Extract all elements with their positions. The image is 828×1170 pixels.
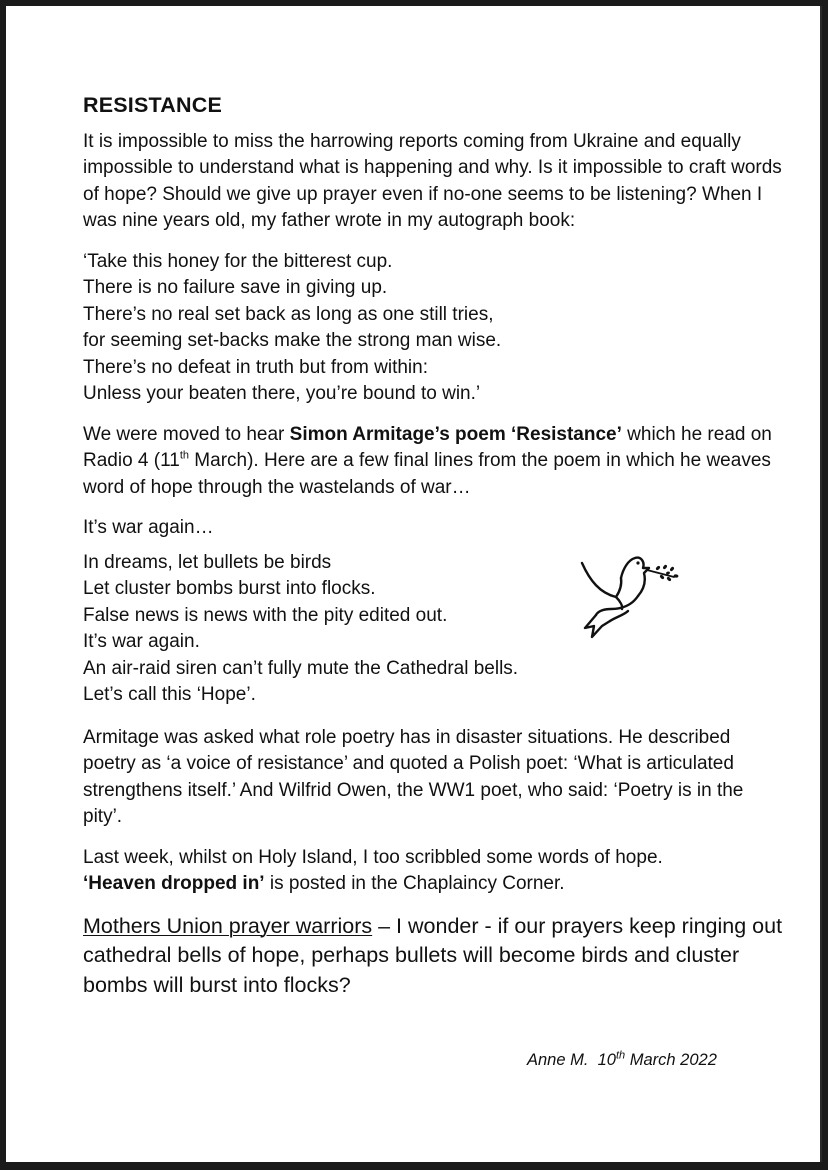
- excerpt-line: False news is news with the pity edited out.: [83, 604, 448, 626]
- date-superscript: th: [179, 449, 190, 462]
- poem-line: ‘Take this honey for the bitterest cup.: [83, 250, 393, 272]
- poem-title-bold: Simon Armitage’s poem ‘Resistance’: [289, 423, 622, 445]
- holy-island-text: Last week, whilst on Holy Island, I too scribbled some words of hope.: [83, 846, 663, 868]
- heaven-dropped-in-title: ‘Heaven dropped in’: [83, 873, 265, 894]
- document-body: [83, 92, 783, 1000]
- poem-line: There’s no real set back as long as one still tries,: [83, 303, 494, 325]
- intro-paragraph: It is impossible to miss the harrowing reports coming from Ukraine and equally impossible to understand what is happening and why. Is it impossible to craft words of hope? Should we give up prayer even if no-one seems to be listening? When I was nine years old, my father wrote in my autograph book:: [83, 130, 782, 231]
- armitage-text-after: which he read on Radio 4 (11: [83, 423, 772, 471]
- signature-line: [527, 1051, 767, 1070]
- armitage-text-before: We were moved to hear: [83, 423, 290, 445]
- author-name: Anne M.: [527, 1051, 589, 1069]
- holy-island-text-after: is posted in the Chaplaincy Corner.: [264, 873, 565, 894]
- dove-with-olive-branch-icon: [576, 551, 688, 651]
- war-again-intro: It’s war again…: [83, 517, 214, 538]
- excerpt-line: Let’s call this ‘Hope’.: [83, 684, 256, 705]
- autograph-poem: [83, 249, 783, 408]
- armitage-paragraph: [83, 422, 783, 502]
- closing-text: – I wonder - if our prayers keep ringing out cathedral bells of hope, perhaps bullets will become birds and cluster bombs will burst into flocks?: [83, 913, 783, 997]
- signature-day: 10: [597, 1051, 616, 1069]
- excerpt-line: An air-raid siren can’t fully mute the Cathedral bells.: [83, 657, 519, 679]
- page-title: RESISTANCE: [83, 93, 222, 117]
- signature-date-rest: March 2022: [625, 1051, 717, 1069]
- excerpt-line: It’s war again.: [83, 631, 200, 652]
- poem-line: Unless your beaten there, you’re bound to win.’: [83, 383, 481, 404]
- excerpt-line: In dreams, let bullets be birds: [83, 551, 332, 573]
- poem-line: for seeming set-backs make the strong man wise.: [83, 330, 502, 351]
- armitage-text-end: March). Here are a few final lines from the poem in which he weaves word of hope through the wastelands of war…: [83, 450, 771, 498]
- poem-line: There’s no defeat in truth but from within:: [83, 356, 428, 378]
- poem-line: There is no failure save in giving up.: [83, 277, 388, 298]
- signature-superscript: th: [615, 1049, 626, 1062]
- document-page: [6, 6, 822, 1162]
- excerpt-line: Let cluster bombs burst into flocks.: [83, 578, 376, 599]
- holy-island-paragraph: [83, 845, 783, 898]
- mothers-union-heading: Mothers Union prayer warriors: [83, 913, 373, 938]
- poetry-paragraph: Armitage was asked what role poetry has in disaster situations. He described poetry as ‘a voice of resistance’ and quoted a Polish poet: ‘What is articulated strengthens itself.’ And Wilfrid Owen, the WW1 poet, who said: ‘Poetry is in the pity’.: [83, 726, 744, 827]
- closing-paragraph: [83, 912, 783, 1001]
